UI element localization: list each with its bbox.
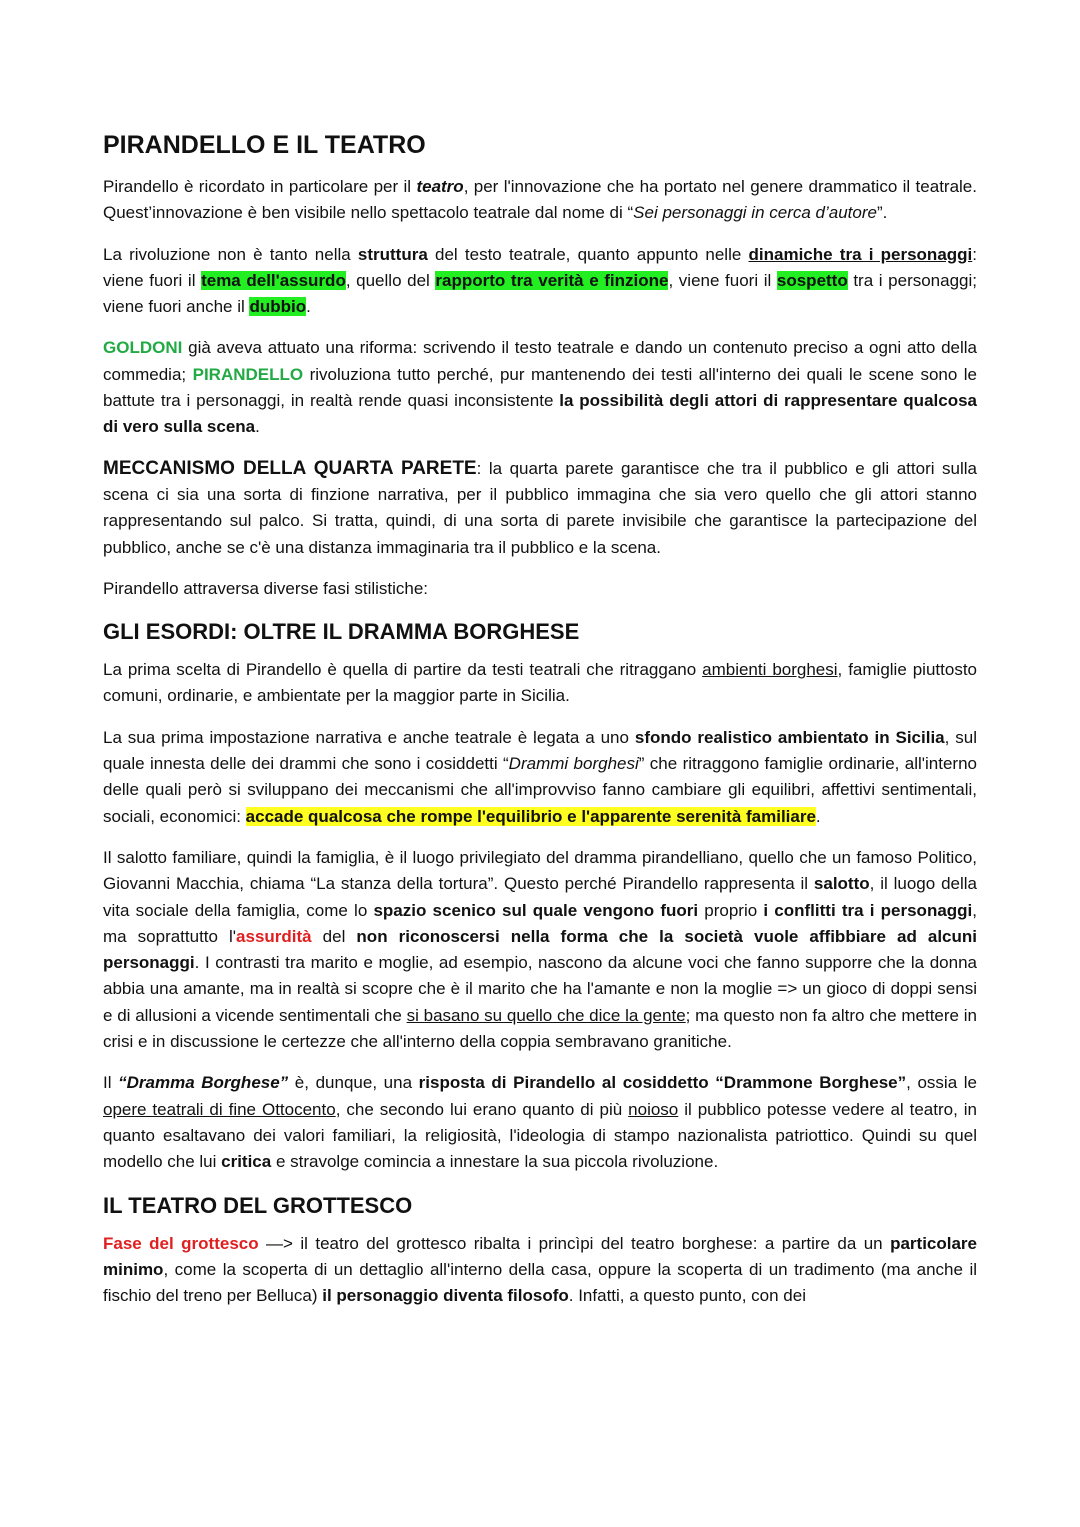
text: . bbox=[815, 806, 821, 826]
paragraph-fasi: Pirandello attraversa diverse fasi stilistiche: bbox=[103, 578, 429, 598]
highlight-green: dubbio bbox=[249, 297, 307, 317]
emphasis: i conflitti tra i personaggi bbox=[763, 900, 973, 920]
paragraph-impostazione bbox=[103, 725, 977, 830]
text: , viene fuori il bbox=[668, 270, 777, 290]
text: del testo teatrale, quanto appunto nelle bbox=[427, 244, 749, 264]
paragraph-prima-scelta bbox=[103, 657, 977, 710]
text: Pirandello è ricordato in particolare per il bbox=[103, 177, 417, 196]
emphasis: particolare minimo bbox=[103, 1233, 978, 1279]
phase-label: Fase del grottesco bbox=[103, 1233, 259, 1253]
highlight-green: tema dell'assurdo bbox=[201, 270, 346, 290]
underlined: opere teatrali di fine Ottocento bbox=[103, 1099, 336, 1119]
text: , come la scoperta di un dettaglio all'interno della casa, oppure la scoperta di un tradimento (ma anche il fischio del treno per Belluca) bbox=[103, 1259, 977, 1306]
text: del bbox=[311, 926, 357, 946]
text: , sul quale innesta delle dei drammi che sono i cosiddetti “ bbox=[103, 727, 977, 774]
emphasis-red: assurdità bbox=[236, 926, 312, 946]
text: ”. bbox=[876, 203, 888, 223]
paragraph-quarta-parete bbox=[103, 456, 977, 561]
text: , quello del bbox=[345, 270, 436, 290]
text: è, dunque, una bbox=[288, 1073, 419, 1093]
text: , ossia le bbox=[906, 1073, 977, 1093]
emphasis: non riconoscersi nella forma che la società vuole affibbiare ad alcuni personaggi bbox=[103, 926, 977, 973]
paragraph-grottesco bbox=[103, 1231, 977, 1310]
emphasis: salotto bbox=[813, 874, 870, 894]
highlight-green: sospetto bbox=[776, 270, 848, 290]
section-heading-esordi: GLI ESORDI: OLTRE IL DRAMMA BORGHESE bbox=[103, 619, 580, 645]
author-name: GOLDONI bbox=[103, 338, 183, 358]
text: Il bbox=[103, 1073, 119, 1093]
text: , per l'innovazione che ha portato nel genere drammatico il teatrale. Quest’innovazione è ben visibile nello spettacolo teatrale dal nome di “ bbox=[103, 177, 977, 223]
text: La sua prima impostazione narrativa e anche teatrale è legata a uno bbox=[103, 727, 635, 747]
underlined: ambienti borghesi bbox=[702, 660, 838, 680]
text: : viene fuori il bbox=[103, 244, 977, 290]
text: , ma soprattutto l' bbox=[103, 900, 978, 946]
emphasis: struttura bbox=[357, 244, 428, 264]
text: . bbox=[306, 297, 311, 317]
work-title: “Dramma Borghese” bbox=[118, 1073, 289, 1093]
text: proprio bbox=[698, 900, 764, 920]
text: già aveva attuato una riforma: scrivendo il testo teatrale e dando un contenuto preciso a ogni atto della commedia; bbox=[103, 338, 977, 384]
term-heading: MECCANISMO DELLA QUARTA PARETE bbox=[103, 457, 477, 479]
text: , il luogo della vita sociale della famiglia, come lo bbox=[103, 874, 977, 920]
text: ” che ritraggono famiglie ordinarie, all'interno delle quali però si sviluppano dei meccanismi che all'improvviso fanno cambiare gli equilibri, affettivi sentimentali, sociali, economici: bbox=[103, 754, 977, 826]
text: —> il teatro del grottesco ribalta i princìpi del teatro borghese: a partire da un bbox=[258, 1233, 891, 1253]
highlight-yellow: accade qualcosa che rompe l'equilibrio e l'apparente serenità familiare bbox=[245, 806, 816, 826]
text: , famiglie piuttosto comuni, ordinarie, e ambientate per la maggior parte in Sicilia. bbox=[103, 660, 977, 706]
work-title: Sei personaggi in cerca d’autore bbox=[633, 203, 877, 223]
paragraph-rivoluzione bbox=[103, 242, 977, 321]
work-title: Drammi borghesi bbox=[508, 754, 639, 774]
author-name: PIRANDELLO bbox=[192, 364, 304, 384]
document-page bbox=[103, 128, 977, 1324]
text: e stravolge comincia a innestare la sua piccola rivoluzione. bbox=[271, 1152, 719, 1172]
paragraph-salotto bbox=[103, 845, 977, 1055]
text: tra i personaggi; viene fuori anche il bbox=[103, 270, 977, 317]
underlined: noioso bbox=[628, 1099, 679, 1119]
emphasis: spazio scenico sul quale vengono fuori bbox=[373, 900, 699, 920]
underlined: si basano su quello che dice la gente bbox=[406, 1005, 686, 1025]
text: , che secondo lui erano quanto di più bbox=[335, 1099, 629, 1119]
text: . Infatti, a questo punto, con dei bbox=[568, 1286, 806, 1306]
emphasis: teatro bbox=[416, 177, 464, 196]
section-heading-grottesco: IL TEATRO DEL GROTTESCO bbox=[103, 1192, 413, 1218]
emphasis: sfondo realistico ambientato in Sicilia bbox=[634, 727, 945, 747]
paragraph-intro bbox=[103, 174, 977, 227]
text: Il salotto familiare, quindi la famiglia, è il luogo privilegiato del dramma pirandelliano, quello che un famoso Politico, Giovanni Macchia, chiama “La stanza della tortura”. Questo perché Pirandello rappresenta il bbox=[103, 847, 977, 894]
text: ; ma questo non fa altro che mettere in crisi e in discussione le certezze che all'interno della coppia sembravano granitiche. bbox=[103, 1005, 977, 1052]
text: il pubblico potesse vedere al teatro, in quanto esaltavano dei valori familiari, la religiosità, l'ideologia di stampo nazionalista patriottico. Quindi su quel modello che lui bbox=[103, 1099, 978, 1172]
emphasis: critica bbox=[221, 1152, 272, 1172]
text: . bbox=[255, 417, 260, 437]
page-title: PIRANDELLO E IL TEATRO bbox=[103, 131, 426, 159]
text: La prima scelta di Pirandello è quella di partire da testi teatrali che ritraggano bbox=[103, 660, 703, 680]
paragraph-dramma-borghese bbox=[103, 1070, 977, 1175]
emphasis: il personaggio diventa filosofo bbox=[322, 1286, 569, 1306]
emphasis: risposta di Pirandello al cosiddetto “Drammone Borghese” bbox=[418, 1073, 907, 1093]
emphasis-underlined: dinamiche tra i personaggi bbox=[748, 244, 973, 264]
highlight-green: rapporto tra verità e finzione bbox=[435, 270, 669, 290]
emphasis: la possibilità degli attori di rappresentare qualcosa di vero sulla scena bbox=[103, 391, 977, 437]
text: . I contrasti tra marito e moglie, ad esempio, nascono da alcune voci che fanno supporre che la donna abbia una amante, ma in realtà si scopre che è il marito che ha l'amante e non la moglie => un gioco di doppi sensi e di allusioni a vicende sentimentali che bbox=[103, 953, 977, 1025]
text: La rivoluzione non è tanto nella bbox=[103, 244, 358, 264]
text: rivoluziona tutto perché, pur mantenendo dei testi all'interno dei quali le scene sono le battute tra i personaggi, in realtà rende quasi inconsistente bbox=[103, 364, 977, 411]
paragraph-goldoni bbox=[103, 335, 977, 440]
text: : la quarta parete garantisce che tra il pubblico e gli attori sulla scena ci sia una sorta di finzione narrativa, per il pubblico immagina che sia vero quello che gli attori stanno rappresentando sul palco. Si tratta, quindi, di una sorta di parete invisibile che garantisce la partecipazione del pubblico, anche se c'è una distanza immaginaria tra il pubblico e la scena. bbox=[103, 458, 977, 557]
